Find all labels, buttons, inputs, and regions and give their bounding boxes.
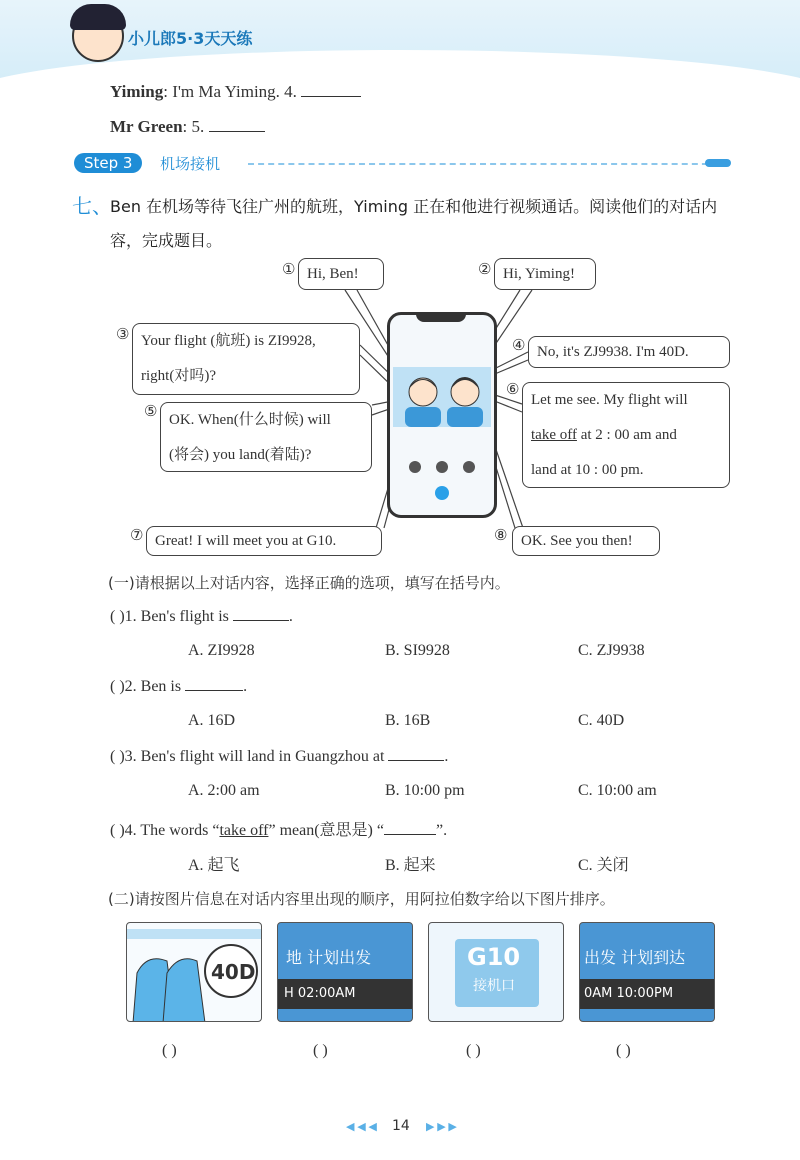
bubble-4 bbox=[528, 336, 730, 368]
question-2-blank[interactable] bbox=[185, 677, 243, 691]
bubble-4-text: No, it's ZJ9938. I'm 40D. bbox=[537, 344, 689, 360]
bubble-2-text: Hi, Yiming! bbox=[503, 266, 575, 282]
pic-3-answer-paren[interactable]: ( ) bbox=[466, 1042, 481, 1059]
bubble-7-text: Great! I will meet you at G10. bbox=[155, 533, 337, 549]
airplane-seat-icon bbox=[127, 923, 262, 1022]
pic-4-label: 出发 计划到达 bbox=[584, 948, 686, 967]
speaker-mr-green: Mr Green bbox=[110, 117, 183, 136]
brand-title: 小儿郎5·3天天练 bbox=[128, 29, 253, 48]
pic-2-sublabel: H 02:00AM bbox=[278, 979, 413, 1009]
question-4: ( )4. The words “take off” mean(意思是) “ ”. bbox=[110, 822, 448, 839]
pic-1-answer-paren[interactable]: ( ) bbox=[162, 1042, 177, 1059]
take-off-underlined: take off bbox=[531, 427, 577, 443]
question-4-option-c[interactable]: C. 关闭 bbox=[578, 857, 629, 874]
bubble-6-number: ⑥ bbox=[506, 382, 520, 398]
question-1-option-b[interactable]: B. SI9928 bbox=[385, 642, 450, 659]
pic-2-answer-paren[interactable]: ( ) bbox=[313, 1042, 328, 1059]
bubble-6-line-1: Let me see. My flight will bbox=[531, 392, 688, 408]
bubble-8 bbox=[512, 526, 660, 556]
bubble-5-line-1: OK. When(什么时候) will bbox=[169, 412, 331, 428]
bubble-6 bbox=[522, 382, 730, 488]
line-4-text: : I'm Ma Yiming. 4. bbox=[163, 82, 297, 101]
bubble-3-line-2: right(对吗)? bbox=[141, 368, 216, 384]
bubble-5-number: ⑤ bbox=[144, 404, 158, 420]
bubble-2-number: ② bbox=[478, 262, 492, 278]
bubble-8-text: OK. See you then! bbox=[521, 533, 633, 549]
phone-notch bbox=[416, 312, 466, 322]
bubble-7-number: ⑦ bbox=[130, 528, 144, 544]
step-pill: Step 3 bbox=[74, 153, 142, 173]
video-call-kids-icon bbox=[393, 367, 491, 507]
question-7-number: 七、 bbox=[72, 194, 112, 218]
question-7-instruction: Ben 在机场等待飞往广州的航班，Yiming 正在和他进行视频通话。阅读他们的对话内容，完成题目。 bbox=[110, 197, 718, 250]
question-2-option-a[interactable]: A. 16D bbox=[188, 712, 236, 729]
question-3-blank[interactable] bbox=[388, 747, 444, 761]
bubble-1-number: ① bbox=[282, 262, 296, 278]
page-number: 14 bbox=[392, 1118, 410, 1134]
pic-4-sublabel: 0AM 10:00PM bbox=[580, 979, 715, 1009]
question-3-option-a[interactable]: A. 2:00 am bbox=[188, 782, 260, 799]
question-4-option-b[interactable]: B. 起来 bbox=[385, 857, 436, 874]
question-3-option-b[interactable]: B. 10:00 pm bbox=[385, 782, 465, 799]
question-2-option-c[interactable]: C. 40D bbox=[578, 712, 625, 729]
pic-2-label: 地 计划出发 bbox=[286, 948, 372, 967]
part-1-instruction: (一)请根据以上对话内容，选择正确的选项，填写在括号内。 bbox=[108, 574, 510, 592]
question-4-option-a[interactable]: A. 起飞 bbox=[188, 857, 240, 874]
speaker-yiming: Yiming bbox=[110, 82, 164, 101]
part-2-instruction: (二)请按图片信息在对话内容里出现的顺序，用阿拉伯数字给以下图片排序。 bbox=[108, 890, 615, 908]
picture-arrival-board bbox=[579, 922, 715, 1022]
question-3: ( )3. Ben's flight will land in Guangzhou at . bbox=[110, 748, 449, 765]
line-5-text: : 5. bbox=[182, 117, 205, 136]
pic-4-answer-paren[interactable]: ( ) bbox=[616, 1042, 631, 1059]
bubble-1-text: Hi, Ben! bbox=[307, 266, 359, 282]
pic-3-label: G10 bbox=[467, 943, 521, 971]
bubble-3 bbox=[132, 323, 360, 395]
question-3-option-c[interactable]: C. 10:00 am bbox=[578, 782, 657, 799]
question-1-option-c[interactable]: C. ZJ9938 bbox=[578, 642, 645, 659]
question-2-option-b[interactable]: B. 16B bbox=[385, 712, 431, 729]
question-1-blank[interactable] bbox=[233, 607, 289, 621]
bubble-5-line-2: (将会) you land(着陆)? bbox=[169, 447, 312, 463]
bubble-3-number: ③ bbox=[116, 327, 130, 343]
bubble-6-line-3: land at 10 : 00 pm. bbox=[531, 462, 644, 478]
footer-left-arrows-icon: ◀ ◀ ◀ bbox=[346, 1121, 377, 1133]
picture-seat bbox=[126, 922, 262, 1022]
bubble-8-number: ⑧ bbox=[494, 528, 508, 544]
bubble-7 bbox=[146, 526, 382, 556]
bubble-3-line-1: Your flight (航班) is ZI9928, bbox=[141, 333, 316, 349]
bubble-2 bbox=[494, 258, 596, 290]
step-title: 机场接机 bbox=[160, 155, 221, 173]
footer-right-arrows-icon: ▶ ▶ ▶ bbox=[426, 1121, 457, 1133]
question-2: ( )2. Ben is . bbox=[110, 678, 248, 695]
bubble-1 bbox=[298, 258, 384, 290]
bubble-6-line-2: take off at 2 : 00 am and bbox=[531, 427, 677, 443]
question-1-option-a[interactable]: A. ZI9928 bbox=[188, 642, 255, 659]
bubble-4-number: ④ bbox=[512, 338, 526, 354]
bubble-5 bbox=[160, 402, 372, 472]
picture-departure-board bbox=[277, 922, 413, 1022]
picture-gate-sign bbox=[428, 922, 564, 1022]
question-4-blank[interactable] bbox=[384, 821, 436, 835]
pic-3-sublabel: 接机口 bbox=[473, 978, 515, 994]
question-1: ( )1. Ben's flight is . bbox=[110, 608, 293, 625]
pic-1-label: 40D bbox=[211, 960, 256, 984]
